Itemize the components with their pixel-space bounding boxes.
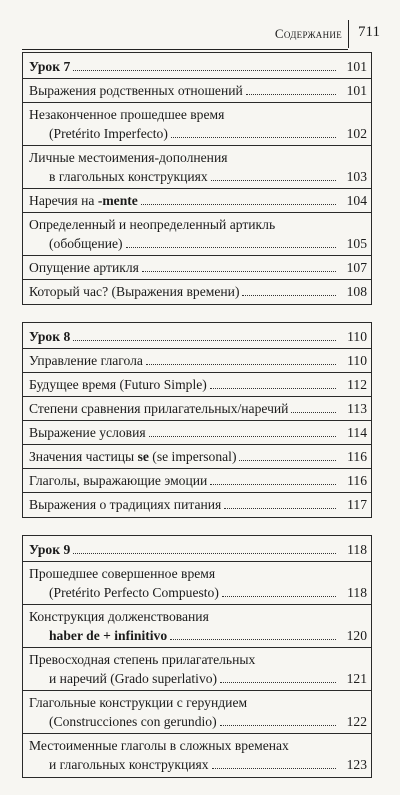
- lesson-heading[interactable]: [23, 327, 371, 346]
- dot-leader: [220, 725, 336, 726]
- entry-text: Опущение артикля: [29, 260, 139, 275]
- header-title: Содержание: [274, 26, 342, 41]
- entry-divider: [23, 492, 371, 493]
- entry-divider: [23, 255, 371, 256]
- entry-page-number: 108: [346, 284, 367, 299]
- entry-text: haber de + infinitivo: [49, 628, 168, 643]
- dot-leader: [146, 364, 336, 365]
- entry-divider: [23, 647, 371, 648]
- running-header: [0, 18, 400, 48]
- dot-leader: [291, 412, 336, 413]
- entry-text: (Pretérito Imperfecto): [49, 126, 168, 141]
- entry-page-number: 101: [346, 83, 367, 98]
- entry-page-number: 104: [346, 193, 367, 208]
- lesson-title: Урок 7: [29, 59, 71, 74]
- toc-entry[interactable]: [23, 399, 371, 418]
- entry-text: Определенный и неопределенный артикль: [29, 217, 276, 232]
- entry-text: Наречия на -mente: [29, 193, 138, 208]
- entry-page-number: 120: [346, 628, 367, 643]
- entry-text: Глаголы, выражающие эмоции: [29, 473, 208, 488]
- toc-entry[interactable]: [23, 471, 371, 490]
- header-rule: [22, 49, 348, 50]
- entry-divider: [23, 372, 371, 373]
- entry-divider: [23, 188, 371, 189]
- toc-entry[interactable]: [23, 423, 371, 442]
- entry-text: Значения частицы se (se impersonal): [29, 449, 237, 464]
- entry-divider: [23, 420, 371, 421]
- entry-page-number: 103: [346, 169, 367, 184]
- entry-text: Выражение условия: [29, 425, 146, 440]
- entry-text: Конструкция долженствования: [29, 609, 209, 624]
- entry-page-number: 123: [346, 757, 367, 772]
- entry-page-number: 102: [346, 126, 367, 141]
- entry-page-number: 117: [347, 497, 367, 512]
- section-divider: [23, 348, 371, 349]
- toc-entry[interactable]: [23, 351, 371, 370]
- entry-page-number: 114: [347, 425, 367, 440]
- entry-text: и наречий (Grado superlativo): [49, 671, 218, 686]
- toc-entry[interactable]: [23, 258, 371, 277]
- entry-divider: [23, 279, 371, 280]
- entry-page-number: 112: [347, 377, 367, 392]
- dot-leader: [224, 508, 336, 509]
- toc-entry[interactable]: [23, 375, 371, 394]
- entry-page-number: 122: [346, 714, 367, 729]
- entry-divider: [23, 604, 371, 605]
- toc-entry[interactable]: [23, 447, 371, 466]
- dot-leader: [73, 553, 336, 554]
- dot-leader: [242, 295, 336, 296]
- entry-text: Будущее время (Futuro Simple): [29, 377, 207, 392]
- page-number: 711: [358, 24, 380, 40]
- dot-leader: [222, 596, 336, 597]
- toc-entry[interactable]: [23, 282, 371, 301]
- entry-page-number: 116: [347, 473, 367, 488]
- dot-leader: [126, 247, 336, 248]
- dot-leader: [239, 460, 336, 461]
- entry-text: Управление глагола: [29, 353, 143, 368]
- lesson-heading[interactable]: [23, 540, 371, 559]
- lesson-title: Урок 8: [29, 329, 71, 344]
- toc-entry[interactable]: [23, 495, 371, 514]
- toc-entry[interactable]: [23, 650, 371, 688]
- lesson-heading[interactable]: [23, 57, 371, 76]
- entry-page-number: 116: [347, 449, 367, 464]
- dot-leader: [210, 388, 336, 389]
- toc-entry[interactable]: [23, 215, 371, 253]
- header-separator: [348, 20, 349, 48]
- dot-leader: [170, 639, 336, 640]
- lesson-section: [22, 322, 372, 518]
- lesson-title: Урок 9: [29, 542, 71, 557]
- dot-leader: [149, 436, 336, 437]
- dot-leader: [141, 204, 336, 205]
- toc-entry[interactable]: [23, 607, 371, 645]
- entry-divider: [23, 444, 371, 445]
- dot-leader: [73, 340, 336, 341]
- entry-divider: [23, 396, 371, 397]
- toc-entry[interactable]: [23, 81, 371, 100]
- entry-divider: [23, 102, 371, 103]
- entry-text: Выражения о традициях питания: [29, 497, 222, 512]
- toc-entry[interactable]: [23, 191, 371, 210]
- lesson-section: [22, 535, 372, 778]
- entry-text: и глагольных конструкциях: [49, 757, 209, 772]
- dot-leader: [171, 137, 336, 138]
- section-divider: [23, 78, 371, 79]
- entry-text: Выражения родственных отношений: [29, 83, 243, 98]
- entry-text: в глагольных конструкциях: [49, 169, 208, 184]
- dot-leader: [73, 70, 336, 71]
- entry-page-number: 118: [347, 542, 367, 557]
- toc-entry[interactable]: [23, 693, 371, 731]
- entry-page-number: 110: [347, 353, 367, 368]
- entry-text: Местоименные глаголы в сложных временах: [29, 738, 289, 753]
- entry-text: (Construcciones con gerundio): [49, 714, 217, 729]
- dot-leader: [211, 180, 336, 181]
- dot-leader: [246, 94, 336, 95]
- lesson-section: [22, 52, 372, 305]
- entry-page-number: 118: [347, 585, 367, 600]
- entry-text: Степени сравнения прилагательных/наречий: [29, 401, 289, 416]
- entry-divider: [23, 145, 371, 146]
- entry-page-number: 107: [346, 260, 367, 275]
- entry-page-number: 101: [346, 59, 367, 74]
- entry-page-number: 110: [347, 329, 367, 344]
- dot-leader: [212, 768, 336, 769]
- dot-leader: [142, 271, 336, 272]
- entry-text: Прошедшее совершенное время: [29, 566, 216, 581]
- entry-divider: [23, 212, 371, 213]
- toc-entry[interactable]: [23, 736, 371, 774]
- dot-leader: [220, 682, 336, 683]
- entry-text: Превосходная степень прилагательных: [29, 652, 256, 667]
- entry-page-number: 105: [346, 236, 367, 251]
- section-divider: [23, 561, 371, 562]
- dot-leader: [210, 484, 336, 485]
- entry-text: Незаконченное прошедшее время: [29, 107, 225, 122]
- entry-page-number: 121: [346, 671, 367, 686]
- entry-text: (Pretérito Perfecto Compuesto): [49, 585, 219, 600]
- entry-divider: [23, 468, 371, 469]
- entry-text: (обобщение): [49, 236, 123, 251]
- entry-page-number: 113: [347, 401, 367, 416]
- entry-text: Глагольные конструкции с герундием: [29, 695, 248, 710]
- entry-divider: [23, 690, 371, 691]
- table-of-contents: [22, 52, 372, 795]
- toc-entry[interactable]: [23, 148, 371, 186]
- entry-text: Личные местоимения-дополнения: [29, 150, 228, 165]
- entry-divider: [23, 733, 371, 734]
- toc-entry[interactable]: [23, 564, 371, 602]
- entry-text: Который час? (Выражения времени): [29, 284, 240, 299]
- toc-entry[interactable]: [23, 105, 371, 143]
